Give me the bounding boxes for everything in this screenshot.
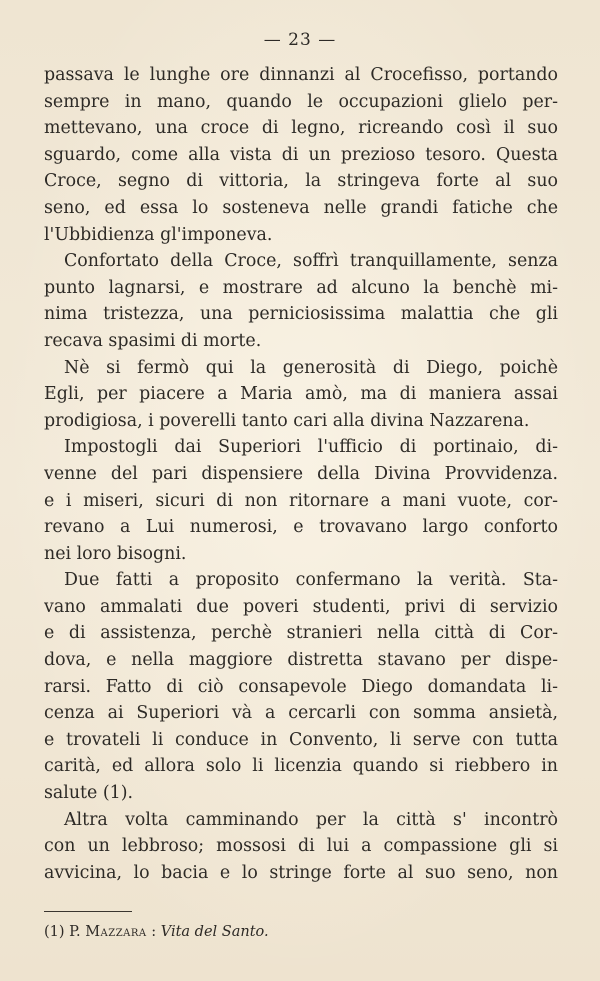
body-text (44, 62, 558, 886)
footnote-marker: (1) P. (44, 924, 81, 940)
paragraph-start-line: Impostogli dai Superiori l'ufficio di portinaio, di- (64, 437, 558, 458)
text-line: Croce, segno di vittoria, la stringeva forte al suo (44, 171, 558, 192)
text-line: nima tristezza, una perniciosissima malattia che gli (44, 304, 558, 325)
footnote-author: Mazzara (85, 924, 147, 940)
text-line: mettevano, una croce di legno, ricreando così il suo (44, 118, 558, 139)
text-line: sempre in mano, quando le occupazioni glielo per- (44, 91, 558, 112)
text-line: e di assistenza, perchè stranieri nella città di Cor- (44, 623, 558, 644)
text-line: prodigiosa, i poverelli tanto cari alla divina Nazzarena. (44, 410, 530, 431)
text-line: salute (1). (44, 783, 134, 804)
text-line: rarsi. Fatto di ciò consapevole Diego domandata li- (44, 676, 558, 697)
footnote-divider (44, 911, 132, 912)
paragraph-start-line: Altra volta camminando per la città s' incontrò (64, 809, 558, 830)
paragraph-start-line: Due fatti a proposito confermano la verità. Sta- (64, 570, 558, 591)
text-line: carità, ed allora solo li licenzia quando si riebbero in (44, 756, 558, 777)
text-line: avvicina, lo bacia e lo stringe forte al suo seno, non (44, 862, 558, 883)
text-line: l'Ubbidienza gl'imponeva. (44, 224, 273, 245)
page-number: — 23 — (263, 30, 337, 50)
paragraph-start-line: Confortato della Croce, soffrì tranquillamente, senza (64, 251, 558, 272)
text-line: Egli, per piacere a Maria amò, ma di maniera assai (44, 384, 558, 405)
text-line: cenza ai Superiori và a cercarli con somma ansietà, (44, 703, 558, 724)
text-line: dova, e nella maggiore distretta stavano per dispe- (44, 650, 558, 671)
text-line: con un lebbroso; mossosi di lui a compassione gli si (44, 836, 558, 857)
text-line: sguardo, come alla vista di un prezioso tesoro. Questa (44, 144, 558, 165)
footnote (44, 924, 269, 940)
paragraph-start-line: Nè si fermò qui la generosità di Diego, poichè (64, 357, 558, 378)
text-line: seno, ed essa lo sosteneva nelle grandi fatiche che (44, 197, 558, 218)
text-line: passava le lunghe ore dinnanzi al Crocefisso, portando (44, 65, 558, 85)
text-line: recava spasimi di morte. (44, 330, 262, 351)
text-line: revano a Lui numerosi, e trovavano largo conforto (44, 517, 558, 538)
text-line: vano ammalati due poveri studenti, privi di servizio (44, 596, 558, 617)
text-line: punto lagnarsi, e mostrare ad alcuno la benchè mi- (44, 277, 558, 298)
text-line: e i miseri, sicuri di non ritornare a mani vuote, cor- (44, 490, 558, 511)
footnote-title: Vita del Santo. (160, 924, 269, 940)
text-line: e trovateli li conduce in Convento, li serve con tutta (44, 729, 558, 750)
text-line: nei loro bisogni. (44, 543, 187, 564)
text-line: venne del pari dispensiere della Divina Provvidenza. (44, 463, 558, 484)
footnote-separator: : (151, 924, 157, 940)
